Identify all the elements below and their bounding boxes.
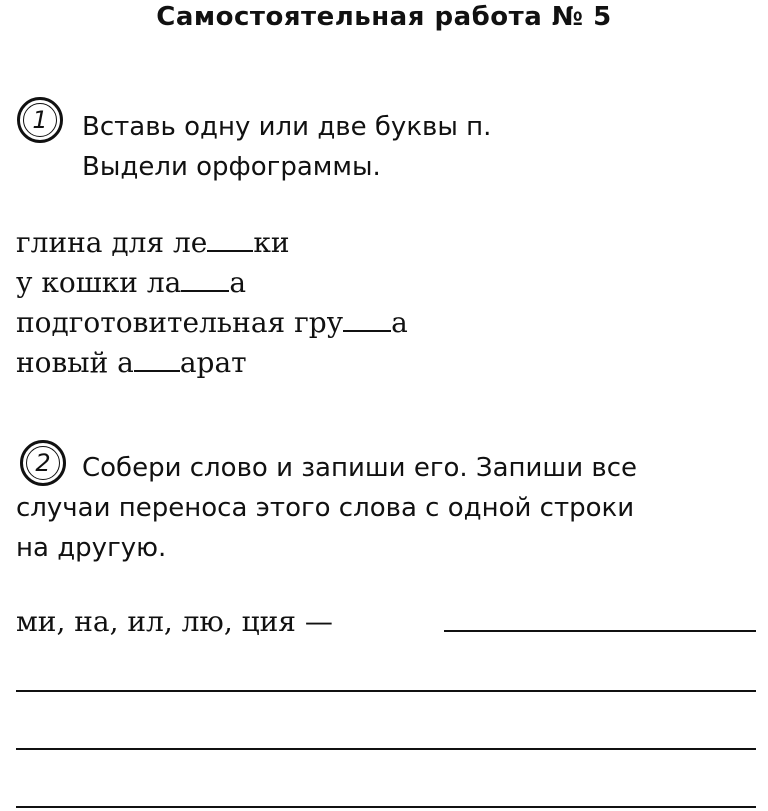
page-title: Самостоятельная работа № 5 (156, 2, 612, 32)
phrase-3 (16, 302, 408, 344)
phrase-1 (16, 222, 290, 264)
phrase-1-blank[interactable] (207, 222, 253, 252)
task-1-number-badge (17, 97, 63, 143)
phrase-1-after: ки (253, 226, 290, 259)
task-2-number: 2 (35, 449, 51, 477)
phrase-3-before: подготовительная гру (16, 306, 344, 339)
phrase-4-after: арат (179, 346, 247, 379)
task-1-instruction-line-2: Выдели орфограммы. (82, 152, 381, 182)
answer-line-4[interactable] (16, 806, 756, 808)
phrase-2-after: а (229, 266, 247, 299)
phrase-2-blank[interactable] (181, 262, 229, 292)
answer-line-3[interactable] (16, 748, 756, 750)
phrase-1-before: глина для ле (16, 226, 208, 259)
syllables: ми, на, ил, лю, ция — (16, 605, 333, 638)
task-2-instruction-line-1: Собери слово и запиши его. Запиши все (82, 453, 638, 483)
answer-line-1[interactable] (444, 630, 756, 632)
phrase-4 (16, 342, 247, 384)
task-1-instruction (82, 107, 491, 187)
phrase-2 (16, 262, 246, 304)
task-2-instruction-line-2: случаи переноса этого слова с одной строки (16, 493, 635, 523)
task-1-number: 1 (32, 106, 48, 134)
answer-line-2[interactable] (16, 690, 756, 692)
phrase-3-blank[interactable] (343, 302, 391, 332)
phrase-2-before: у кошки ла (16, 266, 182, 299)
phrase-4-blank[interactable] (134, 342, 180, 372)
phrase-3-after: а (391, 306, 408, 339)
task-2-instruction-line-3: на другую. (16, 533, 167, 563)
task-1-instruction-line-1: Вставь одну или две буквы п. (82, 112, 492, 142)
task-2-number-badge (20, 440, 66, 486)
phrase-4-before: новый а (16, 346, 134, 379)
